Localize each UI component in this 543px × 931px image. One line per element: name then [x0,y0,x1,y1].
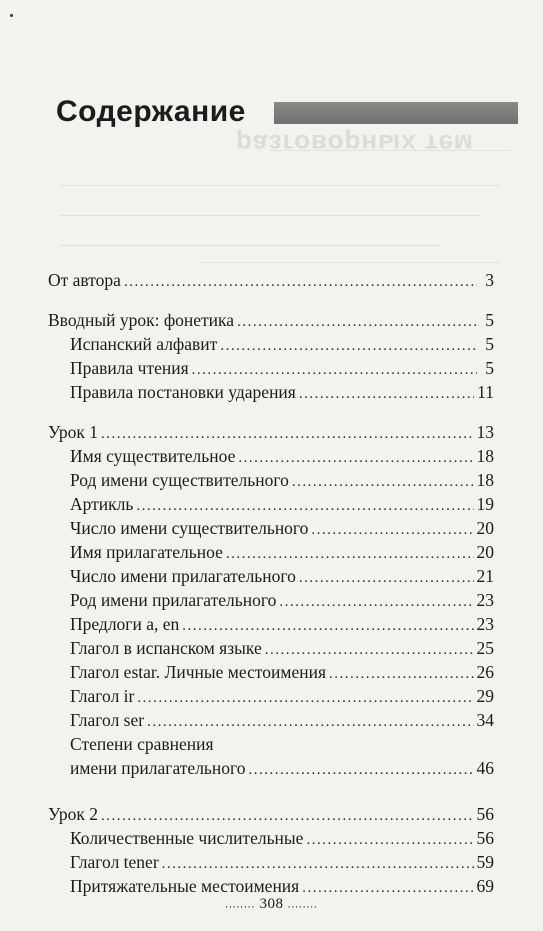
toc-entry-label: Глагол tener [70,852,159,872]
toc-leader-dots [136,494,473,518]
toc-leader-dots [162,852,474,876]
toc-entry-page: 25 [476,638,494,658]
toc-leader-dots [299,382,474,406]
toc-subentry[interactable] [48,380,494,404]
toc-subentry[interactable] [48,356,494,380]
toc-entry-label: Число имени прилагательного [70,566,296,586]
toc-leader-dots [182,614,473,638]
toc-entry-label: Вводный урок: фонетика [48,310,235,330]
toc-subentry[interactable] [48,516,494,540]
toc-entry-page: 23 [476,614,494,634]
toc-leader-dots [220,334,477,358]
page-title: Содержание [56,95,246,128]
toc-entry[interactable] [48,268,494,292]
toc-entry-label: От автора [48,270,121,290]
toc-entry-label: Род имени прилагательного [70,590,277,610]
toc-leader-dots [124,270,477,294]
toc-subentry[interactable] [48,332,494,356]
toc-entry-label-line2: имени прилагательного [70,758,246,778]
toc-entry-page: 5 [485,334,494,354]
toc-section-lesson-2 [48,802,494,898]
toc-entry-page: 20 [476,542,494,562]
toc-section-lesson-1 [48,420,494,780]
toc-entry-label: Глагол ir [70,686,135,706]
toc-entry-page: 29 [476,686,494,706]
toc-entry-page: 23 [476,590,494,610]
toc-entry-page: 69 [476,876,494,896]
toc-subentry[interactable] [48,684,494,708]
toc-entry-label: Испанский алфавит [70,334,218,354]
toc-entry-label: Число имени существительного [70,518,309,538]
toc-entry-page: 18 [476,470,494,490]
toc-subentry[interactable] [48,444,494,468]
toc-entry-page: 21 [476,566,494,586]
title-decorative-bar [274,102,518,124]
toc-entry-page: 18 [476,446,494,466]
toc-entry-label: Количественные числительные [70,828,304,848]
toc-entry-label: Урок 1 [48,422,98,442]
table-of-contents [48,268,494,914]
toc-entry-page: 5 [485,358,494,378]
page-number: 308 [259,896,284,912]
toc-section-author [48,268,494,292]
toc-entry-label-line1: Степени сравнения [70,734,214,754]
toc-leader-dots [101,422,474,446]
footer-dots-right: ........ [287,898,318,911]
toc-leader-dots [226,542,474,566]
toc-entry-label: Правила чтения [70,358,189,378]
toc-subentry[interactable] [48,874,494,898]
toc-entry-page: 13 [476,422,494,442]
toc-leader-dots [101,804,474,828]
toc-entry-page: 56 [476,804,494,824]
toc-leader-dots [147,710,473,734]
bleed-through-heading: разговорных тем [236,129,475,159]
toc-entry-label: Имя существительное [70,446,236,466]
heading-row [56,92,516,134]
toc-subentry[interactable] [48,636,494,660]
toc-entry-page: 19 [476,494,494,514]
toc-entry-label: Притяжательные местоимения [70,876,300,896]
toc-subentry[interactable] [48,850,494,874]
toc-subentry[interactable] [48,660,494,684]
toc-entry[interactable] [48,420,494,444]
toc-leader-dots [299,566,474,590]
toc-subentry[interactable] [48,540,494,564]
toc-leader-dots [279,590,473,614]
toc-entry[interactable] [48,802,494,826]
toc-entry-page: 56 [476,828,494,848]
toc-leader-dots [311,518,473,542]
toc-entry-label: Предлоги a, en [70,614,180,634]
toc-entry-label: Глагол estar. Личные местоимения [70,662,326,682]
toc-leader-dots [238,446,473,470]
toc-subentry[interactable] [48,564,494,588]
toc-entry-page: 20 [476,518,494,538]
footer-dots-left: ........ [225,898,256,911]
toc-entry-page: 11 [477,382,494,402]
toc-entry-page: 59 [476,852,494,872]
toc-entry-page: 46 [476,758,494,778]
toc-leader-dots [137,686,473,710]
toc-entry-page: 3 [485,270,494,290]
toc-leader-dots [329,662,474,686]
toc-leader-dots [249,758,474,782]
toc-subentry[interactable] [48,612,494,636]
toc-entry-label: Правила постановки ударения [70,382,296,402]
toc-subentry[interactable] [48,826,494,850]
toc-subentry[interactable] [48,492,494,516]
toc-leader-dots [306,828,473,852]
toc-entry-page: 5 [485,310,494,330]
toc-entry[interactable] [48,308,494,332]
toc-subentry[interactable] [48,708,494,732]
print-speck [10,14,13,17]
toc-entry-label: Имя прилагательное [70,542,223,562]
toc-subentry[interactable] [48,468,494,492]
toc-entry-label: Урок 2 [48,804,98,824]
toc-entry-page: 34 [476,710,494,730]
toc-entry-page: 26 [476,662,494,682]
toc-leader-dots [265,638,474,662]
toc-entry-label: Артикль [70,494,134,514]
toc-subentry-multiline[interactable] [48,732,494,780]
toc-entry-label: Глагол ser [70,710,145,730]
toc-leader-dots [192,358,477,382]
toc-leader-dots [237,310,477,334]
toc-subentry[interactable] [48,588,494,612]
toc-leader-dots [292,470,474,494]
toc-section-intro [48,308,494,404]
toc-entry-label: Глагол в испанском языке [70,638,262,658]
page-footer [0,896,543,913]
toc-entry-label: Род имени существительного [70,470,289,490]
